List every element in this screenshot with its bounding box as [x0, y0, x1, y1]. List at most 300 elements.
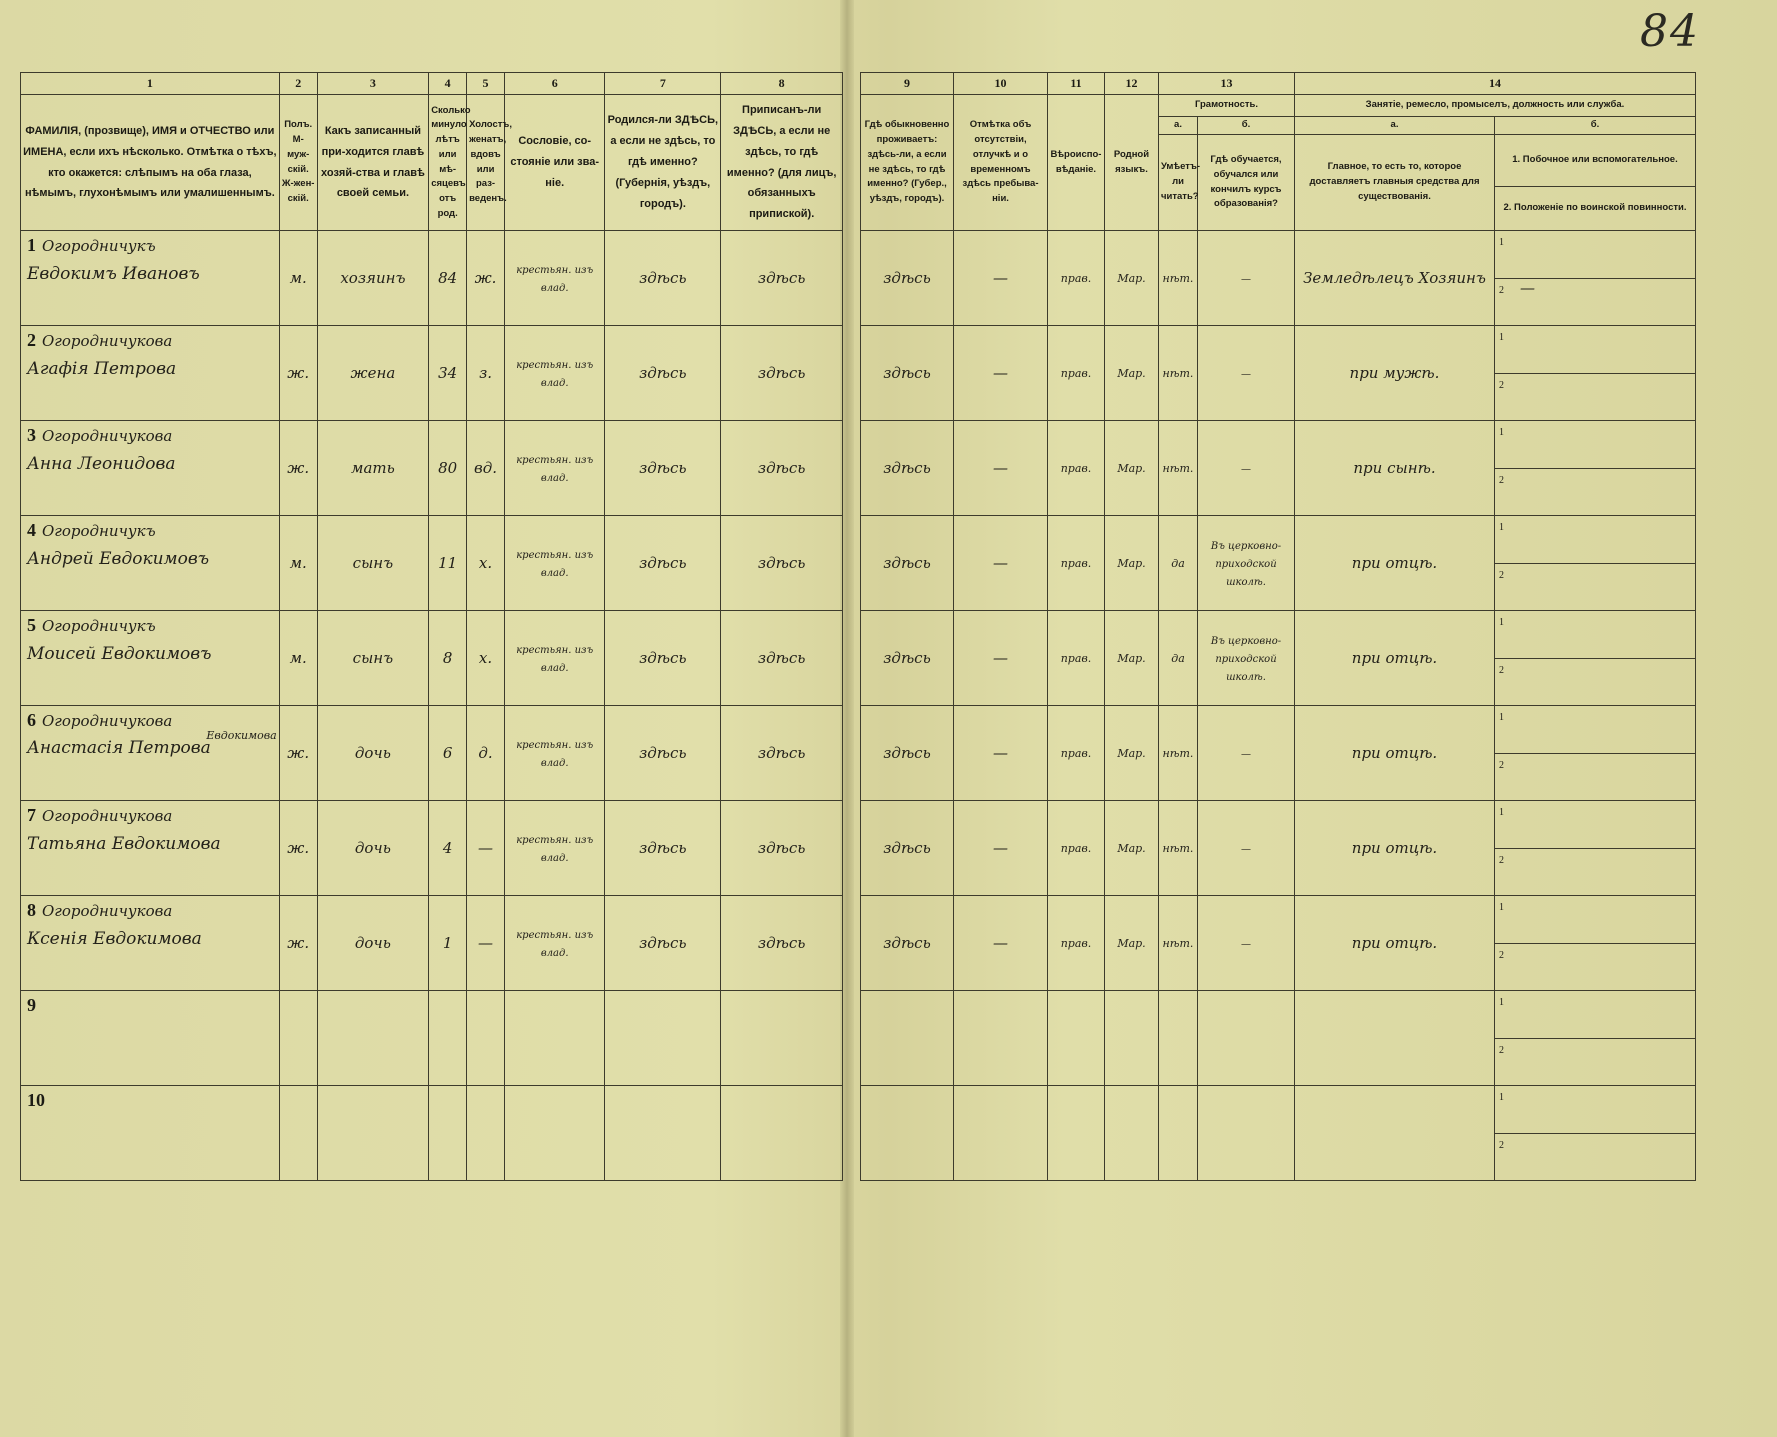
census-row-right	[861, 516, 1696, 564]
marital-cell	[467, 611, 505, 706]
person-surname: Огородничукъ	[42, 237, 156, 255]
language-cell	[1105, 706, 1159, 801]
marital-cell	[467, 801, 505, 896]
occupation-cell-text: при отцѣ.	[1351, 933, 1438, 952]
age-cell-text: 11	[438, 553, 458, 572]
religion-cell	[1048, 421, 1105, 516]
subrow-label-1: 1	[1499, 522, 1504, 533]
school-cell	[1198, 991, 1295, 1086]
header-age: Сколько минуло лѣтъ или мѣ-сяцевъ отъ род.	[429, 95, 467, 231]
census-row-left	[21, 231, 843, 326]
born-cell	[605, 516, 721, 611]
absence-cell-text: —	[993, 363, 1008, 382]
col-num-10: 10	[954, 73, 1048, 95]
subrow-label-2: 2	[1499, 1139, 1504, 1151]
school-cell	[1198, 801, 1295, 896]
registered-cell-text: здѣсь	[757, 268, 806, 287]
age-cell	[429, 611, 467, 706]
census-table-left	[20, 72, 843, 1181]
occupation-cell-text: при отцѣ.	[1351, 553, 1438, 572]
registered-cell-text: здѣсь	[757, 838, 806, 857]
sex-cell	[279, 231, 317, 326]
age-cell	[429, 1086, 467, 1181]
census-row-left	[21, 611, 843, 706]
relation-cell	[317, 896, 429, 991]
side-occupation-cell	[1495, 991, 1696, 1039]
side-occupation-cell	[1495, 231, 1696, 279]
relation-cell	[317, 231, 429, 326]
header-13a-letter: а.	[1159, 117, 1198, 135]
language-cell-text: Мар.	[1117, 462, 1146, 475]
side-occupation-cell	[1495, 516, 1696, 564]
language-cell	[1105, 991, 1159, 1086]
school-cell	[1198, 231, 1295, 326]
lives-cell	[861, 231, 954, 326]
relation-cell	[317, 611, 429, 706]
born-cell	[605, 231, 721, 326]
estate-cell-text: крестьян. изъ влад.	[516, 930, 594, 959]
language-cell	[1105, 801, 1159, 896]
name-correction: Евдокимова	[206, 729, 277, 742]
school-cell-text: —	[1241, 749, 1251, 760]
col-num-13: 13	[1159, 73, 1295, 95]
census-row-right	[861, 611, 1696, 659]
lives-cell	[861, 1086, 954, 1181]
military-status-cell	[1495, 753, 1696, 801]
estate-cell-text: крестьян. изъ влад.	[516, 550, 594, 579]
literate-cell	[1159, 706, 1198, 801]
occupation-cell	[1295, 706, 1495, 801]
absence-cell	[954, 991, 1048, 1086]
subrow-label-1: 1	[1499, 1092, 1504, 1103]
person-given-name: Анастасія Петрова	[27, 738, 211, 758]
subrow-label-1: 1	[1499, 902, 1504, 913]
born-cell-text: здѣсь	[639, 648, 687, 667]
person-surname: Огородничукъ	[42, 617, 156, 635]
person-name-cell	[21, 706, 280, 801]
marital-cell-text: ж.	[474, 268, 497, 287]
sex-cell	[279, 896, 317, 991]
school-cell	[1198, 326, 1295, 421]
relation-cell	[317, 421, 429, 516]
school-cell	[1198, 896, 1295, 991]
religion-cell	[1048, 326, 1105, 421]
language-cell	[1105, 231, 1159, 326]
age-cell-text: 6	[442, 743, 453, 762]
header-relation: Какъ записанный при-ходится главѣ хозяй-ства и главѣ своей семьи.	[317, 95, 429, 231]
lives-cell	[861, 421, 954, 516]
lives-cell	[861, 706, 954, 801]
estate-cell-text: крестьян. изъ влад.	[516, 455, 594, 484]
row-number: 3	[27, 425, 36, 445]
subrow-label-1: 1	[1499, 617, 1504, 628]
sex-cell	[279, 326, 317, 421]
col-num-11: 11	[1048, 73, 1105, 95]
school-cell-text: Въ церковно-приходской школѣ.	[1210, 636, 1282, 683]
lives-cell-text: здѣсь	[883, 648, 931, 667]
subrow-label-2: 2	[1499, 474, 1504, 486]
census-row-left	[21, 896, 843, 991]
person-name-cell	[21, 896, 280, 991]
col-num-2: 2	[279, 73, 317, 95]
person-name-cell	[21, 991, 280, 1086]
sex-cell	[279, 516, 317, 611]
registered-cell	[721, 421, 843, 516]
estate-cell-text: крестьян. изъ влад.	[516, 835, 594, 864]
header-13b-letter: б.	[1198, 117, 1295, 135]
age-cell-text: 4	[442, 838, 453, 857]
language-cell-text: Мар.	[1117, 652, 1146, 665]
estate-cell-text: крестьян. изъ влад.	[516, 740, 594, 769]
marital-cell-text: вд.	[474, 458, 498, 477]
religion-cell-text: прав.	[1060, 462, 1092, 475]
literate-cell-text: нѣт.	[1162, 747, 1194, 760]
header-literacy: Грамотность.	[1159, 95, 1295, 117]
age-cell	[429, 421, 467, 516]
occupation-cell	[1295, 991, 1495, 1086]
literate-cell	[1159, 611, 1198, 706]
absence-cell-text: —	[993, 458, 1008, 477]
estate-cell-text: крестьян. изъ влад.	[516, 645, 594, 674]
absence-cell-text: —	[993, 268, 1008, 287]
relation-cell	[317, 516, 429, 611]
row-number: 8	[27, 900, 36, 920]
occupation-cell	[1295, 896, 1495, 991]
religion-cell	[1048, 801, 1105, 896]
estate-cell	[505, 516, 605, 611]
religion-cell	[1048, 516, 1105, 611]
person-given-name: Татьяна Евдокимова	[27, 834, 221, 854]
occupation-cell-text: при отцѣ.	[1351, 743, 1438, 762]
person-surname: Огородничукова	[42, 712, 173, 730]
col-num-7: 7	[605, 73, 721, 95]
lives-cell	[861, 801, 954, 896]
relation-cell-text: дочь	[354, 838, 391, 857]
col-num-3: 3	[317, 73, 429, 95]
born-cell-text: здѣсь	[639, 553, 687, 572]
military-status-cell	[1495, 278, 1696, 326]
census-row-right	[861, 801, 1696, 849]
relation-cell-text: мать	[351, 458, 395, 477]
marital-cell-text: х.	[478, 553, 493, 572]
census-row-left	[21, 991, 843, 1086]
literate-cell-text: да	[1171, 652, 1185, 665]
military-status-cell	[1495, 1133, 1696, 1181]
person-surname: Огородничукъ	[42, 522, 156, 540]
literate-cell	[1159, 421, 1198, 516]
estate-cell	[505, 1086, 605, 1181]
subrow-label-1: 1	[1499, 332, 1504, 343]
literate-cell	[1159, 231, 1198, 326]
military-status-cell	[1495, 373, 1696, 421]
school-cell-text: —	[1241, 274, 1251, 285]
person-surname: Огородничукова	[42, 902, 173, 920]
person-name-cell	[21, 421, 280, 516]
row-number: 2	[27, 330, 36, 350]
occupation-cell-text: при отцѣ.	[1351, 838, 1438, 857]
language-cell-text: Мар.	[1117, 272, 1146, 285]
absence-cell	[954, 801, 1048, 896]
header-absence: Отмѣтка объ отсутствіи, отлучкѣ и о временномъ здѣсь пребыва-ніи.	[954, 95, 1048, 231]
row-number: 7	[27, 805, 36, 825]
born-cell	[605, 326, 721, 421]
subrow-label-2: 2	[1499, 854, 1504, 866]
sex-cell-text: м.	[289, 553, 307, 572]
registered-cell	[721, 516, 843, 611]
sex-cell	[279, 421, 317, 516]
absence-cell	[954, 896, 1048, 991]
subrow-label-2: 2	[1499, 759, 1504, 771]
language-cell-text: Мар.	[1117, 937, 1146, 950]
subrow-label-2: 2	[1499, 664, 1504, 676]
literate-cell	[1159, 991, 1198, 1086]
age-cell	[429, 516, 467, 611]
religion-cell	[1048, 231, 1105, 326]
marital-cell	[467, 896, 505, 991]
census-row-right	[861, 1086, 1696, 1134]
marital-cell	[467, 231, 505, 326]
registered-cell-text: здѣсь	[757, 363, 806, 382]
literate-cell-text: нѣт.	[1162, 462, 1194, 475]
subrow-label-1: 1	[1499, 712, 1504, 723]
sex-cell	[279, 801, 317, 896]
occupation-cell	[1295, 421, 1495, 516]
header-14b-letter: б.	[1495, 117, 1696, 135]
side-occupation-cell	[1495, 326, 1696, 374]
subrow-label-1: 1	[1499, 237, 1504, 248]
census-row-left	[21, 801, 843, 896]
col-num-12: 12	[1105, 73, 1159, 95]
row-number: 1	[27, 235, 36, 255]
language-cell-text: Мар.	[1117, 557, 1146, 570]
occupation-cell	[1295, 516, 1495, 611]
estate-cell	[505, 706, 605, 801]
school-cell-text: —	[1241, 844, 1251, 855]
header-registered: Приписанъ-ли ЗДѢСЬ, а если не здѣсь, то гдѣ именно? (для лицъ, обязанныхъ припиской).	[721, 95, 843, 231]
absence-cell-text: —	[993, 743, 1008, 762]
subrow-label-1: 1	[1499, 427, 1504, 438]
estate-cell	[505, 326, 605, 421]
absence-cell-text: —	[993, 838, 1008, 857]
religion-cell-text: прав.	[1060, 652, 1092, 665]
born-cell-text: здѣсь	[639, 363, 687, 382]
col-num-5: 5	[467, 73, 505, 95]
row-number: 4	[27, 520, 36, 540]
born-cell	[605, 1086, 721, 1181]
religion-cell	[1048, 991, 1105, 1086]
school-cell-text: —	[1241, 369, 1251, 380]
registered-cell	[721, 801, 843, 896]
age-cell-text: 80	[438, 458, 458, 477]
registered-cell	[721, 991, 843, 1086]
person-given-name: Моисей Евдокимовъ	[27, 644, 212, 664]
registered-cell-text: здѣсь	[757, 458, 806, 477]
subrow-label-2: 2	[1499, 569, 1504, 581]
religion-cell-text: прав.	[1060, 557, 1092, 570]
census-row-right	[861, 991, 1696, 1039]
registered-cell	[721, 896, 843, 991]
header-marital: Холостъ, женатъ, вдовъ или раз-веденъ.	[467, 95, 505, 231]
header-estate: Сословіе, со-стояніе или зва-ніе.	[505, 95, 605, 231]
lives-cell	[861, 991, 954, 1086]
registered-cell-text: здѣсь	[757, 648, 806, 667]
subrow-label-2: 2	[1499, 379, 1504, 391]
header-religion: Вѣроиспо-вѣданіе.	[1048, 95, 1105, 231]
religion-cell-text: прав.	[1060, 937, 1092, 950]
marital-cell-text: х.	[478, 648, 493, 667]
relation-cell-text: дочь	[354, 743, 391, 762]
row-number: 9	[27, 995, 36, 1015]
header-14a-letter: а.	[1295, 117, 1495, 135]
registered-cell	[721, 706, 843, 801]
census-row-right	[861, 421, 1696, 469]
language-cell-text: Мар.	[1117, 747, 1146, 760]
absence-cell-text: —	[993, 553, 1008, 572]
born-cell	[605, 611, 721, 706]
marital-cell	[467, 706, 505, 801]
subrow-label-2: 2	[1499, 949, 1504, 961]
person-name-cell	[21, 326, 280, 421]
military-status-cell	[1495, 658, 1696, 706]
subrow-label-1: 1	[1499, 997, 1504, 1008]
header-military: 2. Положеніе по воинской повинности.	[1495, 187, 1696, 231]
page-number: 84	[1640, 6, 1700, 57]
header-lives: Гдѣ обыкновенно проживаетъ: здѣсь-ли, а если не здѣсь, то гдѣ именно? (Губер., уѣздъ, городъ).	[861, 95, 954, 231]
literate-cell-text: нѣт.	[1162, 842, 1194, 855]
relation-cell-text: сынъ	[352, 648, 394, 667]
school-cell	[1198, 516, 1295, 611]
military-status-value: —	[1520, 278, 1535, 297]
relation-cell	[317, 1086, 429, 1181]
military-status-cell	[1495, 943, 1696, 991]
col-num-9: 9	[861, 73, 954, 95]
marital-cell	[467, 991, 505, 1086]
sex-cell-text: ж.	[287, 838, 310, 857]
person-name-cell	[21, 1086, 280, 1181]
sex-cell	[279, 611, 317, 706]
age-cell	[429, 991, 467, 1086]
side-occupation-cell	[1495, 1086, 1696, 1134]
registered-cell-text: здѣсь	[757, 553, 806, 572]
header-born: Родился-ли ЗДѢСЬ, а если не здѣсь, то гдѣ именно? (Губернія, уѣздъ, городъ).	[605, 95, 721, 231]
religion-cell-text: прав.	[1060, 367, 1092, 380]
born-cell	[605, 706, 721, 801]
registered-cell	[721, 326, 843, 421]
religion-cell	[1048, 706, 1105, 801]
side-occupation-cell	[1495, 801, 1696, 849]
sex-cell-text: ж.	[287, 933, 310, 952]
language-cell	[1105, 1086, 1159, 1181]
person-given-name: Агафія Петрова	[27, 359, 177, 379]
literate-cell-text: нѣт.	[1162, 367, 1194, 380]
sex-cell-text: ж.	[287, 743, 310, 762]
sex-cell-text: ж.	[287, 363, 310, 382]
census-row-right	[861, 896, 1696, 944]
relation-cell	[317, 706, 429, 801]
marital-cell	[467, 1086, 505, 1181]
subrow-label-1: 1	[1499, 807, 1504, 818]
col-num-4: 4	[429, 73, 467, 95]
school-cell	[1198, 706, 1295, 801]
census-row-left	[21, 516, 843, 611]
lives-cell-text: здѣсь	[883, 553, 931, 572]
sex-cell-text: м.	[289, 268, 307, 287]
lives-cell-text: здѣсь	[883, 743, 931, 762]
registered-cell-text: здѣсь	[757, 743, 806, 762]
registered-cell	[721, 611, 843, 706]
born-cell	[605, 991, 721, 1086]
row-number: 5	[27, 615, 36, 635]
age-cell-text: 8	[442, 648, 453, 667]
estate-cell-text: крестьян. изъ влад.	[516, 265, 594, 294]
relation-cell-text: хозяинъ	[340, 268, 406, 287]
absence-cell	[954, 1086, 1048, 1181]
header-sex: Полъ. М-муж-скій. Ж-жен-скій.	[279, 95, 317, 231]
lives-cell	[861, 516, 954, 611]
lives-cell	[861, 896, 954, 991]
age-cell	[429, 231, 467, 326]
census-row-left	[21, 421, 843, 516]
language-cell	[1105, 516, 1159, 611]
estate-cell	[505, 421, 605, 516]
relation-cell-text: сынъ	[352, 553, 394, 572]
religion-cell-text: прав.	[1060, 842, 1092, 855]
header-occupation: Занятіе, ремесло, промыселъ, должность или служба.	[1295, 95, 1696, 117]
side-occupation-cell	[1495, 611, 1696, 659]
subrow-label-2: 2	[1499, 1044, 1504, 1056]
header-row-right-1	[861, 95, 1696, 117]
estate-cell	[505, 231, 605, 326]
person-name-cell	[21, 516, 280, 611]
side-occupation-cell	[1495, 706, 1696, 754]
religion-cell-text: прав.	[1060, 272, 1092, 285]
religion-cell	[1048, 1086, 1105, 1181]
header-language: Родной языкъ.	[1105, 95, 1159, 231]
age-cell	[429, 706, 467, 801]
literate-cell-text: нѣт.	[1162, 272, 1194, 285]
column-header-row-left	[21, 95, 843, 231]
born-cell-text: здѣсь	[639, 268, 687, 287]
side-occupation-cell	[1495, 896, 1696, 944]
literate-cell	[1159, 801, 1198, 896]
row-number: 6	[27, 710, 36, 730]
census-row-left	[21, 706, 843, 801]
age-cell	[429, 801, 467, 896]
school-cell-text: Въ церковно-приходской школѣ.	[1210, 541, 1282, 588]
marital-cell	[467, 326, 505, 421]
person-surname: Огородничукова	[42, 332, 173, 350]
registered-cell-text: здѣсь	[757, 933, 806, 952]
absence-cell	[954, 421, 1048, 516]
sex-cell-text: м.	[289, 648, 307, 667]
occupation-cell	[1295, 231, 1495, 326]
marital-cell	[467, 421, 505, 516]
marital-cell-text: —	[478, 838, 494, 857]
person-surname: Огородничукова	[42, 807, 173, 825]
school-cell	[1198, 1086, 1295, 1181]
census-row-right	[861, 326, 1696, 374]
subrow-label-2: 2	[1499, 284, 1504, 296]
language-cell-text: Мар.	[1117, 842, 1146, 855]
language-cell	[1105, 421, 1159, 516]
estate-cell	[505, 611, 605, 706]
literate-cell	[1159, 516, 1198, 611]
occupation-cell	[1295, 1086, 1495, 1181]
person-given-name: Ксенія Евдокимова	[27, 929, 202, 949]
absence-cell-text: —	[993, 933, 1008, 952]
school-cell	[1198, 421, 1295, 516]
census-table-right	[860, 72, 1696, 1181]
